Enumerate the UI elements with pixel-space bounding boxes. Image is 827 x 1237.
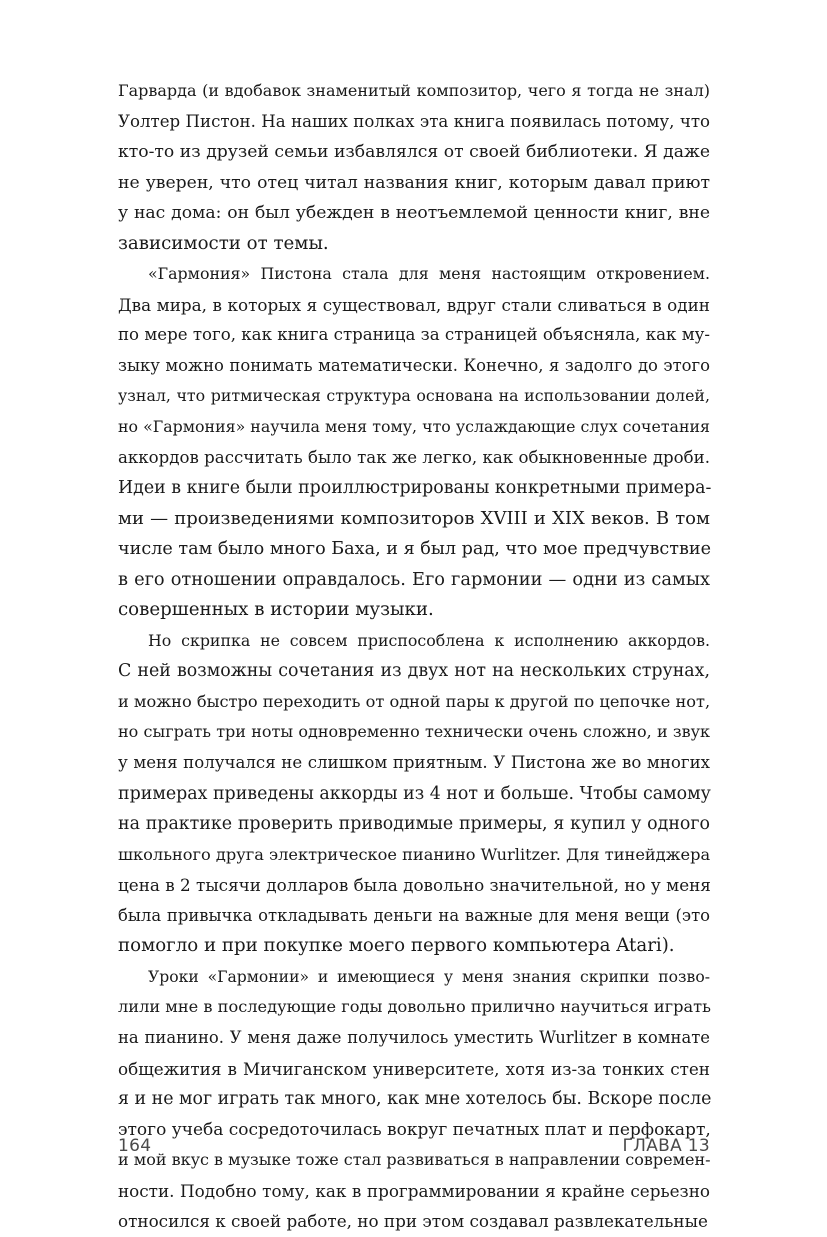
text-line: «Гармония» Пистона стала для меня настоящим откровением. <box>148 264 710 284</box>
text-line: и мой вкус в музыке тоже стал развиваться в направлении современ- <box>118 1150 711 1170</box>
paragraph <box>118 962 710 1237</box>
text-line: этого учеба сосредоточилась вокруг печатных плат и перфокарт, <box>118 1119 711 1140</box>
chapter-label: ГЛАВА 13 <box>622 1136 710 1156</box>
text-line: аккордов рассчитать было так же легко, как обыкновенные дроби. <box>118 447 710 467</box>
text-line: Два мира, в которых я существовал, вдруг стали сливаться в один <box>118 294 710 315</box>
text-line: я и не мог играть так много, как мне хотелось бы. Вскоре после <box>118 1089 712 1110</box>
text-line: у нас дома: он был убежден в неотъемлемой ценности книг, вне <box>118 203 710 224</box>
text-line: Уолтер Пистон. На наших полках эта книга появилась потому, что <box>118 111 710 131</box>
text-line: не уверен, что отец читал названия книг, которым давал приют <box>118 172 710 193</box>
text-line: по мере того, как книга страница за страницей объясняла, как му- <box>118 325 710 345</box>
text-line: школьного друга электрическое пианино Wurlitzer. Для тинейджера <box>118 844 711 864</box>
text-line: примерах приведены аккорды из 4 нот и больше. Чтобы самому <box>118 783 711 804</box>
text-line: ности. Подобно тому, как в программировании я крайне серьезно <box>118 1180 710 1201</box>
text-line: относился к своей работе, но при этом создавал развлекательные <box>118 1211 708 1232</box>
paragraph <box>118 259 710 626</box>
text-line: зависимости от темы. <box>118 232 329 254</box>
paragraph <box>118 76 710 259</box>
text-line: зыку можно понимать математически. Конечно, я задолго до этого <box>118 355 710 375</box>
text-line: у меня получался не слишком приятным. У Пистона же во многих <box>118 753 710 773</box>
text-line: Но скрипка не совсем приспособлена к исполнению аккордов. <box>148 630 710 650</box>
paragraph <box>118 626 710 962</box>
text-line: общежития в Мичиганском университете, хотя из-за тонких стен <box>118 1058 710 1079</box>
text-line: но сыграть три ноты одновременно технически очень сложно, и звук <box>118 722 710 742</box>
text-line: на пианино. У меня даже получилось уместить Wurlitzer в комнате <box>118 1027 710 1047</box>
text-line: числе там было много Баха, и я был рад, что мое предчувствие <box>118 539 711 560</box>
text-line: Гарварда (и вдобавок знаменитый композитор, чего я тогда не знал) <box>118 81 710 100</box>
text-line: была привычка откладывать деньги на важные для меня вещи (это <box>118 905 710 925</box>
text-line: но «Гармония» научила меня тому, что услаждающие слух сочетания <box>118 417 710 437</box>
text-line: кто-то из друзей семьи избавлялся от своей библиотеки. Я даже <box>118 142 710 163</box>
text-line: С ней возможны сочетания из двух нот на нескольких струнах, <box>118 661 710 682</box>
text-line: Идеи в книге были проиллюстрированы конкретными примера- <box>118 478 712 499</box>
text-line: совершенных в истории музыки. <box>118 599 434 621</box>
text-line: в его отношении оправдалось. Его гармонии — одни из самых <box>118 568 710 590</box>
text-line: цена в 2 тысячи долларов была довольно значительной, но у меня <box>118 875 711 896</box>
page-number: 164 <box>118 1136 152 1156</box>
text-line: ми — произведениями композиторов XVIII и XIX веков. В том <box>118 507 710 529</box>
text-line: лили мне в последующие годы довольно прилично научиться играть <box>118 997 711 1017</box>
body-text <box>118 76 710 1237</box>
text-line: и можно быстро переходить от одной пары к другой по цепочке нот, <box>118 691 711 711</box>
text-line: на практике проверить приводимые примеры, я купил у одного <box>118 814 710 835</box>
text-line: помогло и при покупке моего первого компьютера Atari). <box>118 935 675 957</box>
text-line: Уроки «Гармонии» и имеющиеся у меня знания скрипки позво- <box>148 967 710 986</box>
text-line: узнал, что ритмическая структура основана на использовании долей, <box>118 386 710 406</box>
